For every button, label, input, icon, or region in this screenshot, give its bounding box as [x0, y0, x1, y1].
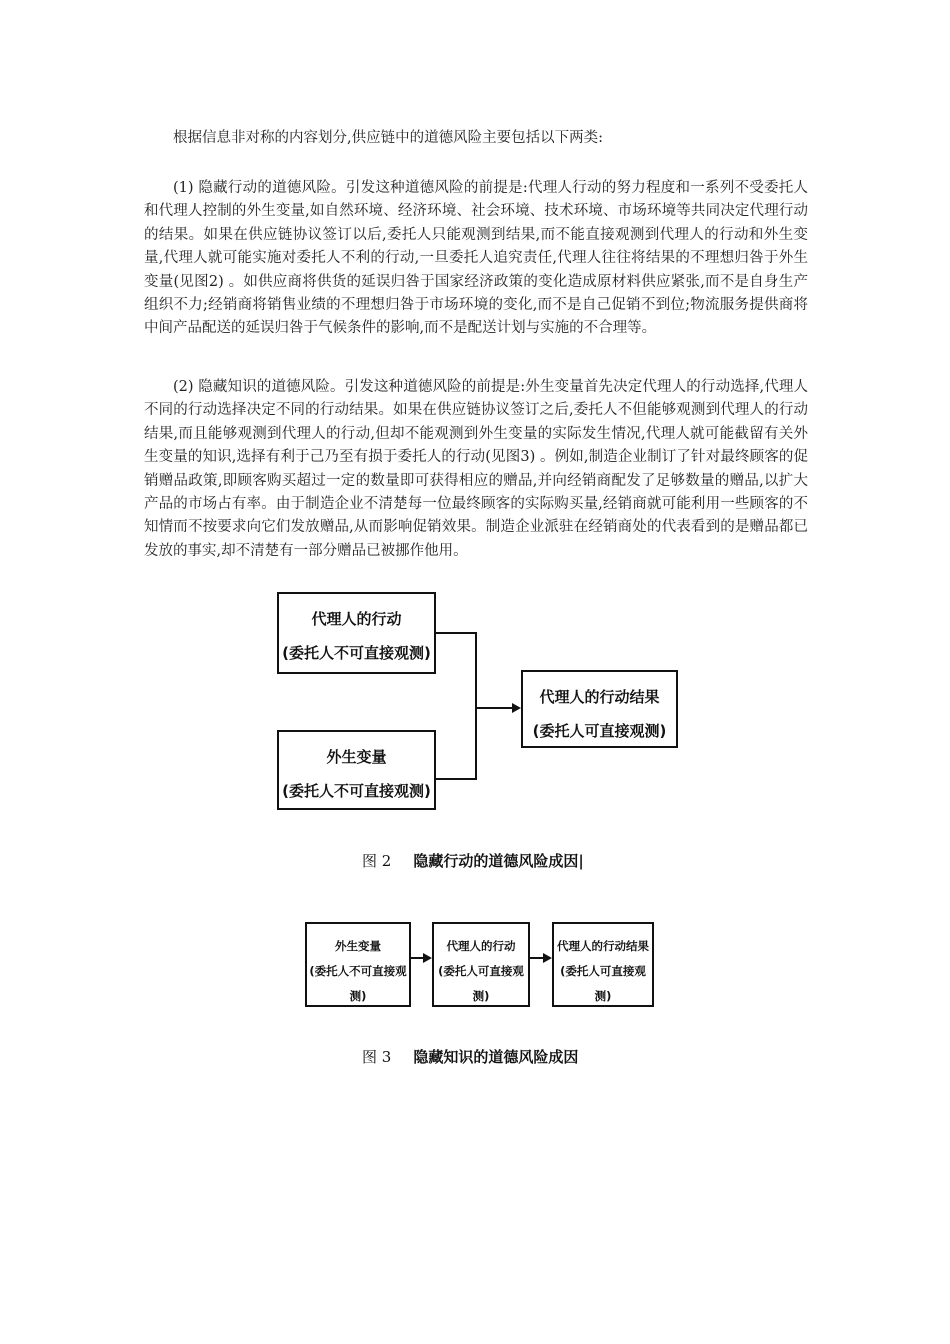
fig3-caption: [362, 1046, 578, 1067]
fig3-box-action-title: 代理人的行动: [446, 939, 516, 953]
fig3-arrow-2-line: [530, 957, 543, 959]
fig2-connector-bottom: [436, 778, 477, 780]
fig3-arrowhead-2-icon: [543, 953, 552, 963]
fig3-box-exogenous-variable: [305, 922, 411, 1007]
fig2-caption-number: 图 2: [362, 852, 392, 870]
fig2-box-result-note: (委托人可直接观测): [532, 722, 667, 740]
fig2-box-exogenous-note: (委托人不可直接观测): [282, 782, 431, 800]
fig3-box-agent-action: [432, 922, 530, 1007]
fig2-box-agent-action: [277, 592, 436, 674]
fig2-caption: [362, 850, 584, 871]
paragraph-hidden-knowledge: (2) 隐藏知识的道德风险。引发这种道德风险的前提是:外生变量首先决定代理人的行动选择,代理人不同的行动选择决定不同的行动结果。如果在供应链协议签订之后,委托人不但能够观测到代理人的行动结果,而且能够观测到代理人的行动,但却不能观测到外生变量的实际发生情况,代理人就可能截留有关外生变量的知识,选择有利于己乃至有损于委托人的行动(见图3) 。例如,制造企业制订了针对最终顾客的促销赠品政策,即顾客购买超过一定的数量即可获得相应的赠品,并向经销商配发了足够数量的赠品,以扩大产品的市场占有率。由于制造企业不清楚每一位最终顾客的实际购买量,经销商就可能利用一些顾客的不知情而不按要求向它们发放赠品,从而影响促销效果。制造企业派驻在经销商处的代表看到的是赠品都已发放的事实,却不清楚有一部分赠品已被挪作他用。: [144, 379, 808, 559]
fig2-arrow-line: [477, 707, 513, 709]
fig2-box-exogenous-variable: [277, 730, 436, 810]
fig2-box-exogenous-title: 外生变量: [326, 748, 387, 766]
fig2-connector-top: [436, 632, 477, 634]
fig2-box-agent-action-title: 代理人的行动: [311, 610, 402, 628]
fig2-box-result-title: 代理人的行动结果: [539, 688, 660, 706]
fig2-connector-vertical: [475, 632, 477, 780]
fig2-caption-text: 隐藏行动的道德风险成因|: [413, 852, 584, 870]
fig3-box-action-note: (委托人可直接观测): [438, 964, 524, 1003]
fig2-box-agent-action-note: (委托人不可直接观测): [282, 644, 431, 662]
fig3-caption-text: 隐藏知识的道德风险成因: [413, 1048, 579, 1066]
paragraph-intro: 根据信息非对称的内容划分,供应链中的道德风险主要包括以下两类:: [173, 130, 603, 146]
fig2-box-action-result: [521, 670, 678, 748]
fig3-caption-number: 图 3: [362, 1048, 392, 1066]
fig3-box-result-title: 代理人的行动结果: [557, 939, 649, 953]
fig2-arrowhead-icon: [512, 703, 521, 713]
fig3-box-result-note: (委托人可直接观测): [560, 964, 646, 1003]
fig3-box-action-result: [552, 922, 654, 1007]
fig3-arrow-1-line: [411, 957, 423, 959]
fig3-arrowhead-1-icon: [423, 953, 432, 963]
fig3-box-exogenous-title: 外生变量: [335, 939, 381, 953]
paragraph-hidden-action: (1) 隐藏行动的道德风险。引发这种道德风险的前提是:代理人行动的努力程度和一系列不受委托人和代理人控制的外生变量,如自然环境、经济环境、社会环境、技术环境、市场环境等共同决定代理行动的结果。如果在供应链协议签订以后,委托人只能观测到结果,而不能直接观测到代理人的行动和外生变量,代理人就可能实施对委托人不利的行动,一旦委托人追究责任,代理人往往将结果的不理想归咎于外生变量(见图2) 。如供应商将供货的延误归咎于国家经济政策的变化造成原材料供应紧张,而不是自身生产组织不力;经销商将销售业绩的不理想归咎于市场环境的变化,而不是自己促销不到位;物流服务提供商将中间产品配送的延误归咎于气候条件的影响,而不是配送计划与实施的不合理等。: [144, 180, 808, 337]
fig3-box-exogenous-note: (委托人不可直接观测): [309, 964, 407, 1003]
